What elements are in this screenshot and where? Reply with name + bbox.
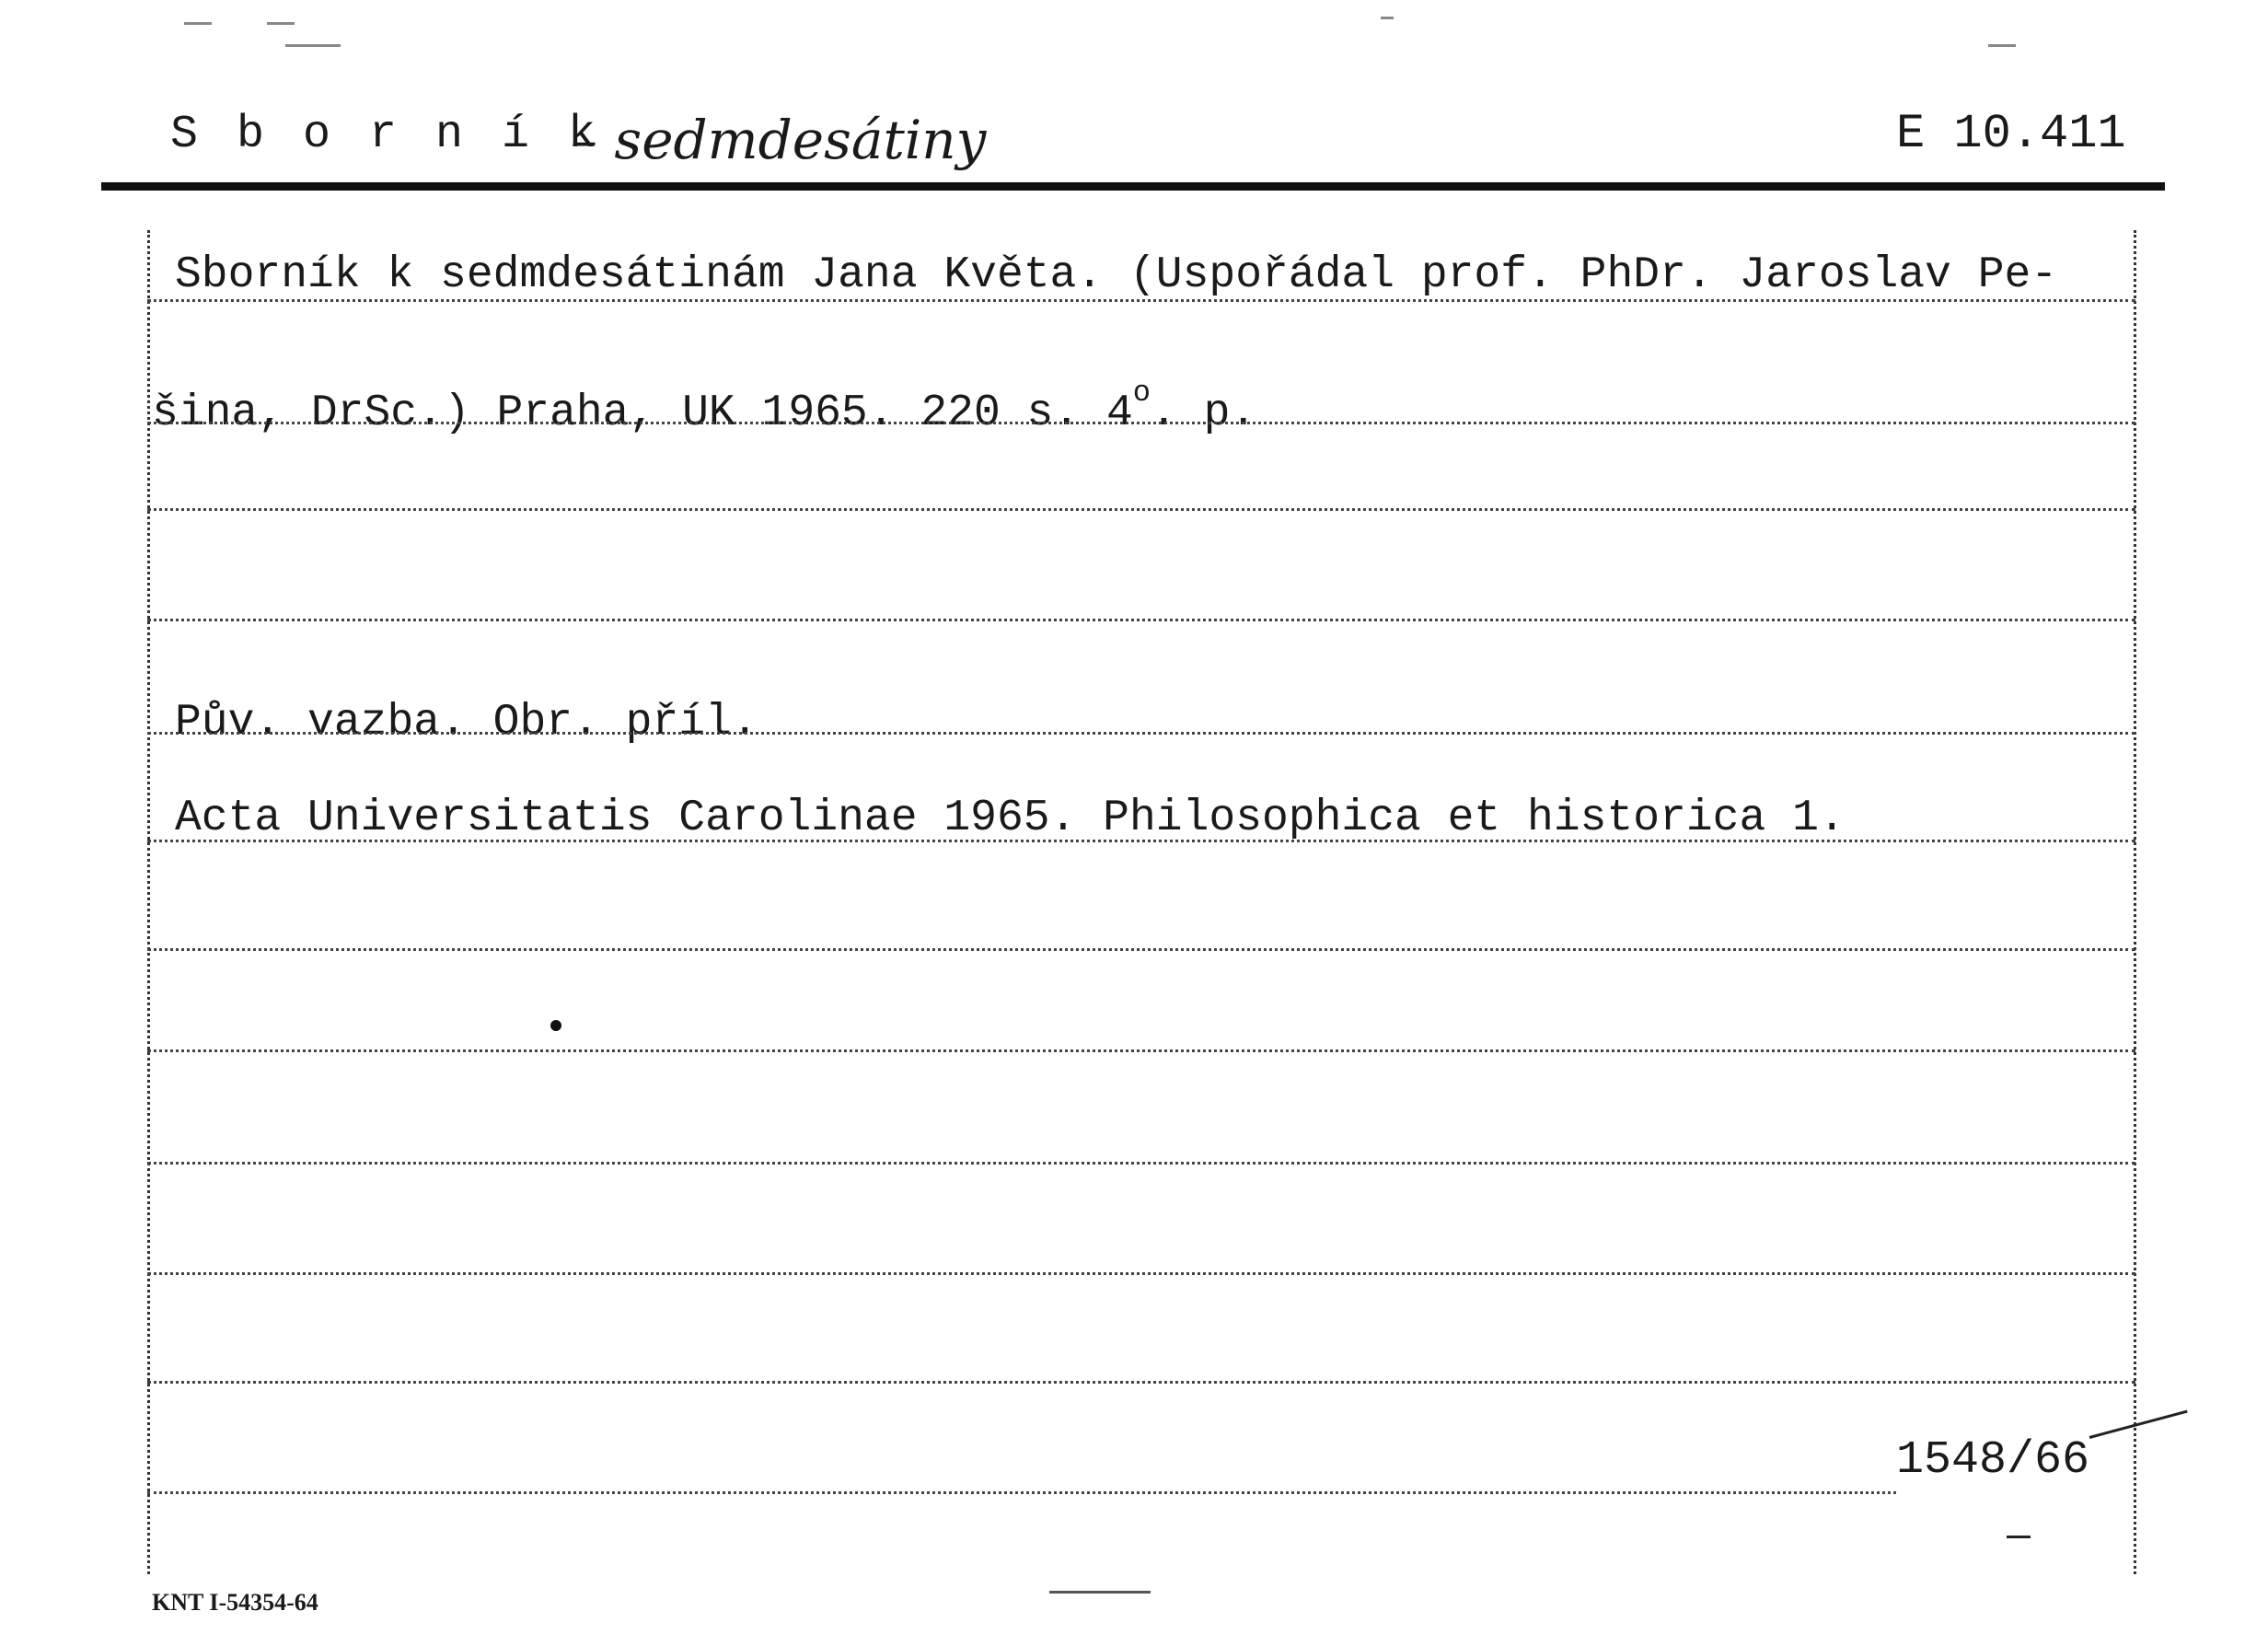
card-heading: S b o r n í k — [170, 109, 602, 161]
right-margin-guide — [2134, 230, 2136, 1574]
top-mark — [1381, 17, 1394, 19]
top-mark — [267, 22, 295, 25]
printer-imprint: KNT I-54354-64 — [152, 1589, 318, 1616]
bottom-mark — [1049, 1591, 1151, 1594]
ruled-line — [147, 840, 2135, 842]
ruled-line — [147, 1049, 2135, 1052]
ruled-line — [147, 619, 2135, 621]
call-number: E 10.411 — [1896, 107, 2126, 161]
ruled-line — [147, 1162, 2135, 1165]
top-mark — [285, 44, 341, 47]
entry-line-2-tail: . p. — [1150, 388, 1257, 438]
ruled-line — [147, 508, 2135, 511]
series-note: Acta Universitatis Carolinae 1965. Philosophica et historica 1. — [175, 794, 1846, 843]
top-mark — [1988, 44, 2016, 47]
ink-speck — [550, 1020, 561, 1031]
top-mark — [184, 22, 212, 25]
pen-stroke — [2089, 1410, 2188, 1439]
margin-dash — [2007, 1536, 2031, 1538]
ruled-line — [147, 1381, 2135, 1384]
entry-line-1: Sborník k sedmdesátinám Jana Květa. (Uspořádal prof. PhDr. Jaroslav Pe- — [175, 250, 2058, 300]
ruled-line — [147, 422, 2135, 424]
handwritten-annotation: – sedmdesátiny — [571, 109, 987, 171]
accession-number: 1548/66 — [1896, 1434, 2090, 1487]
ruled-line — [147, 948, 2135, 951]
ruled-line — [147, 1491, 1896, 1494]
header-rule — [101, 182, 2165, 191]
ruled-line — [147, 1272, 2135, 1275]
left-margin-guide — [147, 230, 150, 1574]
ruled-line — [147, 732, 2135, 735]
entry-line-2 — [152, 376, 1256, 438]
ruled-line — [147, 299, 2135, 302]
entry-line-2-superscript: o — [1132, 376, 1151, 410]
entry-line-2-text: šina, DrSc.) Praha, UK 1965. 220 s. 4 — [152, 388, 1133, 438]
binding-note: Pův. vazba. Obr. příl. — [175, 698, 758, 748]
